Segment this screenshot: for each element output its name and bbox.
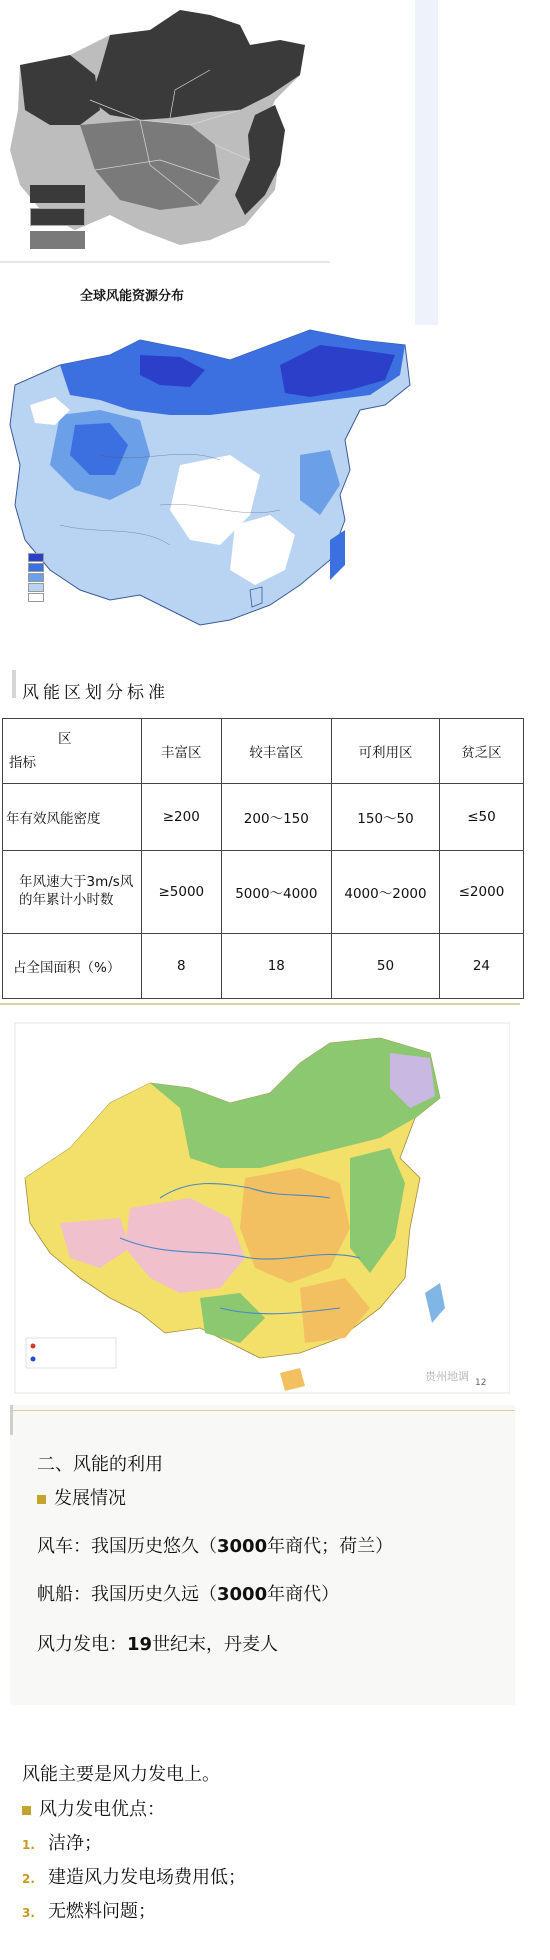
- table-cell: 24: [439, 934, 523, 999]
- row-label: 占全国面积（%）: [3, 934, 142, 999]
- windmill-year: 3000: [217, 1536, 268, 1557]
- sailboat-line: [37, 1580, 339, 1606]
- row-label: 年有效风能密度: [3, 784, 142, 851]
- advantages-label: 风力发电优点：: [39, 1799, 165, 1820]
- table-cell: 200～150: [221, 784, 332, 851]
- column-header: 丰富区: [142, 719, 222, 784]
- advantages-bullet: [22, 1795, 165, 1821]
- advantage-item: [22, 1829, 102, 1855]
- table-cell: 150～50: [332, 784, 440, 851]
- wind-resource-map-gray: [0, 0, 438, 325]
- sailboat-text: 帆船：我国历史久远（: [37, 1584, 217, 1605]
- column-header: 较丰富区: [221, 719, 332, 784]
- header-zone-label: 区: [58, 731, 72, 747]
- item-number: 3.: [22, 1906, 35, 1920]
- wind-power-line: [37, 1630, 278, 1656]
- windmill-line: [37, 1532, 393, 1558]
- development-bullet: [37, 1484, 126, 1510]
- table-cell: 4000～2000: [332, 851, 440, 934]
- page-number: 12: [475, 1378, 487, 1388]
- development-label: 发展情况: [54, 1488, 126, 1509]
- windmill-text: 风车：我国历史悠久（: [37, 1536, 217, 1557]
- legend-swatch-1: [30, 185, 85, 203]
- table-cell: ≤50: [439, 784, 523, 851]
- wind-use-heading: 二、风能的利用: [37, 1454, 163, 1475]
- item-number: 1.: [22, 1838, 35, 1852]
- column-header: 贫乏区: [439, 719, 523, 784]
- slide-top-line: [10, 1410, 515, 1411]
- table-row: [3, 851, 524, 934]
- bullet-square-icon: [22, 1806, 31, 1815]
- blue-legend-5: [28, 593, 44, 602]
- sailboat-text-end: 年商代）: [267, 1584, 340, 1605]
- wind-power-text-end: 世纪末，丹麦人: [152, 1634, 279, 1655]
- advantage-item: [22, 1863, 246, 1889]
- table-cell: ≤2000: [439, 851, 523, 934]
- wind-power-century: 19: [127, 1634, 153, 1655]
- wind-zone-table: [2, 718, 524, 999]
- blue-china-map: [0, 325, 520, 665]
- item-number: 2.: [22, 1872, 35, 1886]
- wind-density-map-blue: [0, 325, 520, 665]
- wind-power-text: 风力发电：: [37, 1634, 127, 1655]
- slide-accent-bar: [10, 1405, 13, 1435]
- table-cell: ≥200: [142, 784, 222, 851]
- section-divider: [0, 1003, 520, 1005]
- item-text: 建造风力发电场费用低；: [48, 1867, 246, 1888]
- advantages-intro: 风能主要是风力发电上。: [22, 1764, 220, 1785]
- table-cell: 8: [142, 934, 222, 999]
- legend-swatch-3: [30, 231, 85, 249]
- section1-edge: [415, 0, 438, 325]
- table-cell: ≥5000: [142, 851, 222, 934]
- table-header-row: [3, 719, 524, 784]
- table-title: 风能区划分标准: [22, 683, 169, 703]
- watermark: 贵州地调: [425, 1370, 469, 1383]
- item-text: 无燃料问题；: [48, 1901, 156, 1922]
- table-cell: 18: [221, 934, 332, 999]
- table-row: [3, 934, 524, 999]
- gray-map-caption: 全球风能资源分布: [80, 289, 185, 304]
- color-china-map: [0, 1008, 510, 1398]
- bullet-square-icon: [37, 1495, 46, 1504]
- blue-legend-2: [28, 563, 44, 572]
- row-label: 年风速大于3m/s风的年累计小时数: [3, 851, 142, 934]
- header-corner-cell: [3, 719, 142, 784]
- wind-farm-map: [0, 1008, 510, 1398]
- blue-legend-3: [28, 573, 44, 582]
- sailboat-year: 3000: [217, 1584, 268, 1605]
- column-header: 可利用区: [332, 719, 440, 784]
- title-accent-bar: [12, 670, 16, 698]
- table-cell: 5000～4000: [221, 851, 332, 934]
- gray-china-map: [0, 0, 420, 270]
- table-cell: 50: [332, 934, 440, 999]
- legend-swatch-2: [30, 208, 85, 226]
- windmill-text-end: 年商代；荷兰）: [267, 1536, 394, 1557]
- blue-legend-1: [28, 553, 44, 562]
- table-row: [3, 784, 524, 851]
- blue-legend-4: [28, 583, 44, 592]
- header-indicator-label: 指标: [9, 755, 36, 771]
- item-text: 洁净；: [48, 1833, 102, 1854]
- advantage-item: [22, 1897, 156, 1923]
